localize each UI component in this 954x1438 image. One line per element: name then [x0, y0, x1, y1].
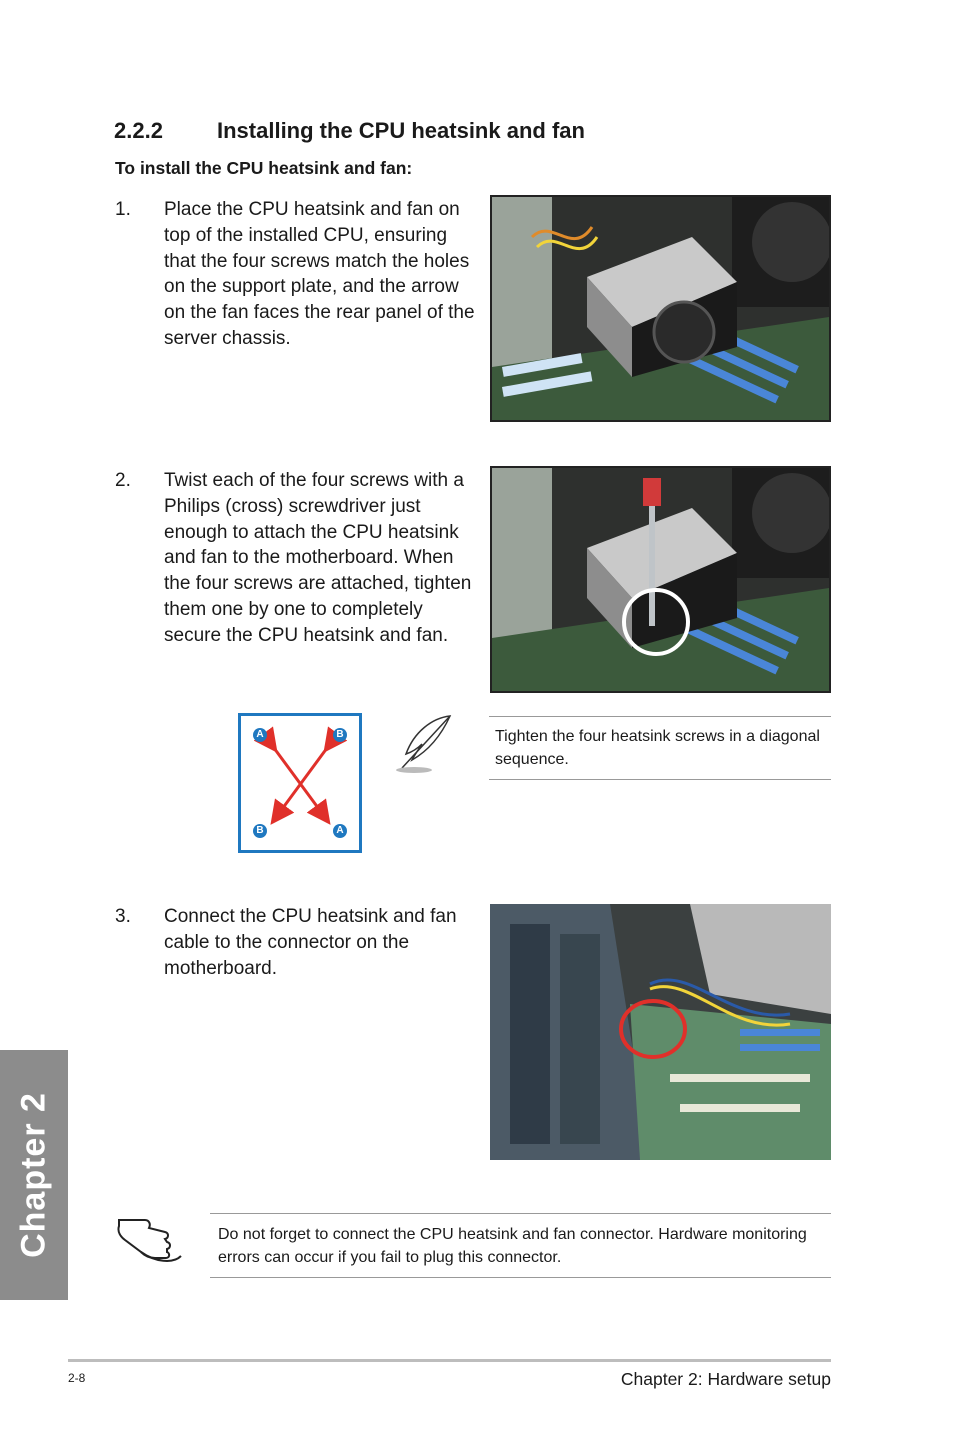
note-text: Tighten the four heatsink screws in a diagonal sequence. — [495, 728, 820, 768]
step-text: Twist each of the four screws with a Philips (cross) screwdriver just enough to attach the CPU heatsink and fan to the motherboard. When the four screws are attached, tighten them one by one to completely secure the CPU heatsink and fan. — [164, 470, 472, 646]
note-box — [489, 716, 831, 780]
step-number: 3. — [115, 906, 131, 927]
photo-fan-connector — [490, 904, 831, 1160]
chapter-tab — [0, 1050, 68, 1300]
footer-divider — [68, 1359, 831, 1362]
step-3 — [115, 904, 485, 984]
caution-box — [210, 1213, 831, 1278]
step-2 — [115, 468, 485, 678]
section-heading — [114, 118, 585, 144]
step-text: Connect the CPU heatsink and fan cable to the connector on the motherboard. — [164, 906, 457, 979]
caution-text: Do not forget to connect the CPU heatsink and fan connector. Hardware monitoring errors can occur if you fail to plug this connector. — [218, 1226, 807, 1266]
step-1 — [115, 197, 485, 357]
page-number: 2-8 — [68, 1371, 86, 1385]
step-number: 1. — [115, 199, 131, 220]
screw-sequence-diagram — [238, 713, 362, 853]
chapter-tab-label: Chapter 2 — [14, 1092, 53, 1258]
section-title: Installing the CPU heatsink and fan — [217, 118, 585, 143]
procedure-subheading: To install the CPU heatsink and fan: — [115, 158, 413, 178]
section-number: 2.2.2 — [114, 118, 163, 143]
badge-bottom-right: A — [333, 824, 347, 838]
badge-top-right: B — [333, 728, 347, 742]
badge-top-left: A — [253, 728, 267, 742]
pointing-hand-icon — [115, 1210, 185, 1266]
step-text: Place the CPU heatsink and fan on top of the installed CPU, ensuring that the four screws match the holes on the support plate, and the arrow on the fan faces the rear panel of the server chassis. — [164, 199, 475, 349]
photo-heatsink-placed — [490, 195, 831, 422]
photo-screwdriver — [490, 466, 831, 693]
footer-chapter-title: Chapter 2: Hardware setup — [620, 1369, 831, 1389]
step-number: 2. — [115, 470, 131, 491]
feather-pen-icon — [392, 712, 454, 774]
badge-bottom-left: B — [253, 824, 267, 838]
